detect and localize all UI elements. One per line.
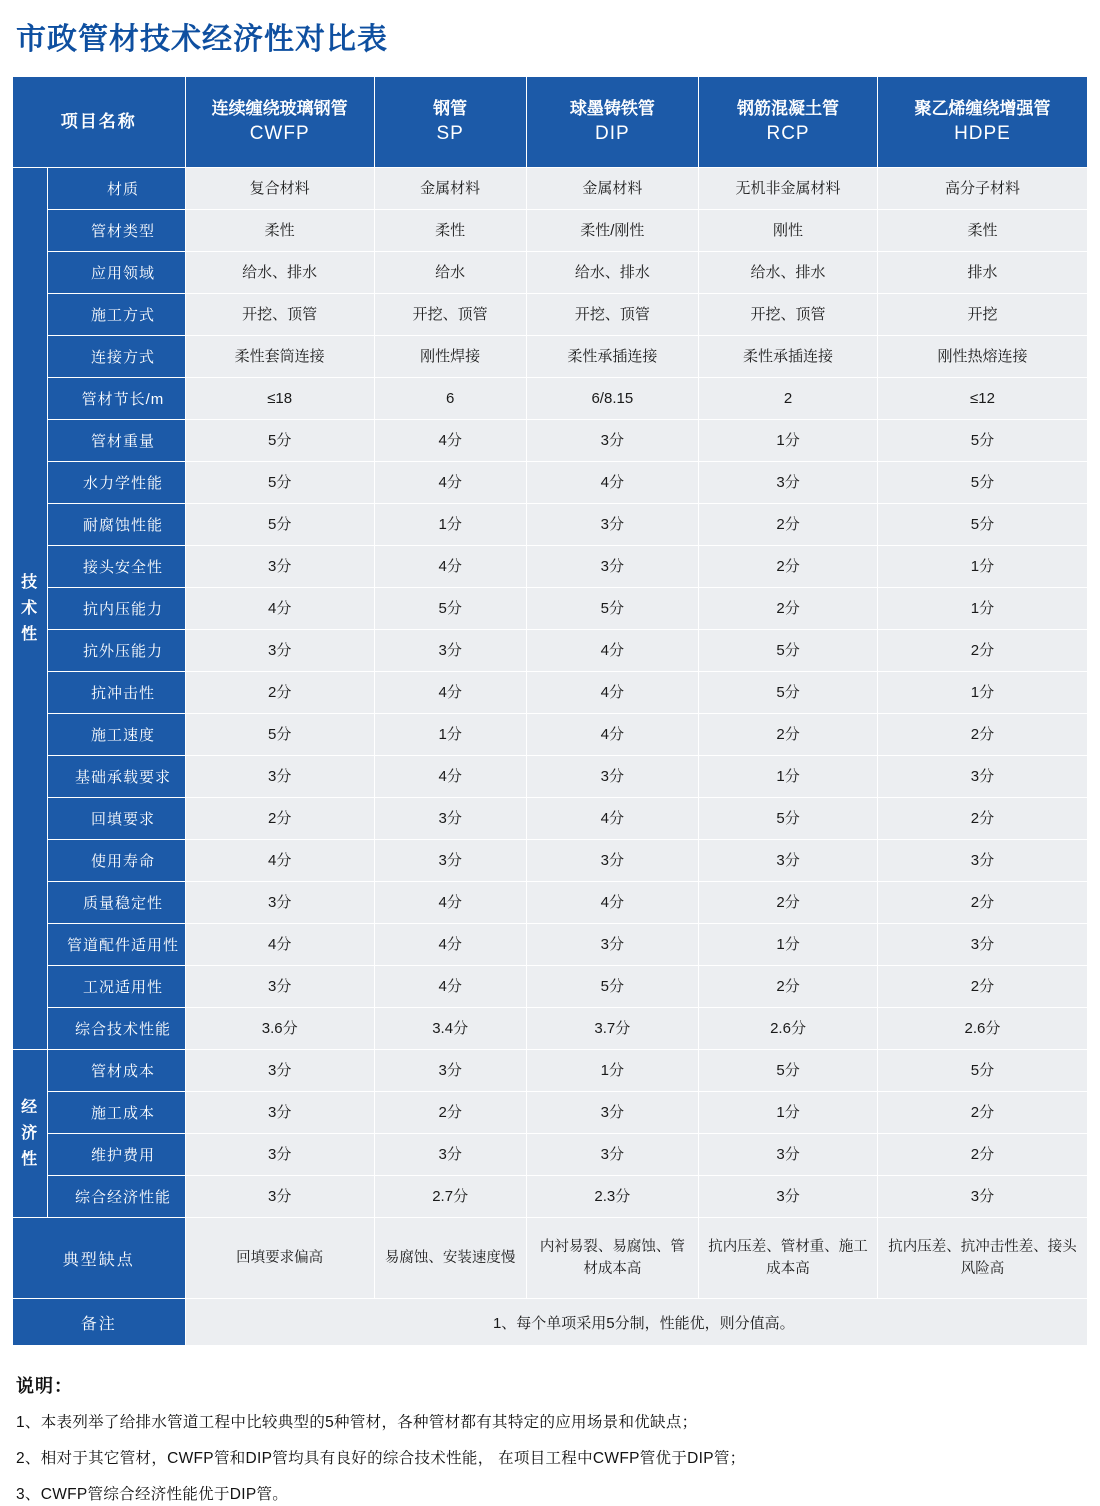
- table-cell: ≤12: [877, 378, 1087, 420]
- table-cell: 3分: [526, 504, 699, 546]
- table-cell: 3分: [185, 1176, 374, 1218]
- table-row: [13, 840, 1088, 882]
- row-label: 接头安全性: [48, 546, 185, 588]
- table-cell: 5分: [877, 504, 1087, 546]
- remark-value: 1、每个单项采用5分制，性能优，则分值高。: [185, 1299, 1087, 1346]
- page-title: 市政管材技术经济性对比表: [16, 23, 388, 56]
- table-cell: 6/8.15: [526, 378, 699, 420]
- table-cell: 2.6分: [877, 1008, 1087, 1050]
- group-label-technical: 技术性: [13, 168, 48, 1050]
- table-cell: 给水: [374, 252, 526, 294]
- table-cell: 无机非金属材料: [699, 168, 878, 210]
- row-label: 质量稳定性: [48, 882, 185, 924]
- table-cell: 5分: [185, 462, 374, 504]
- table-cell: 4分: [526, 630, 699, 672]
- table-cell: 2.7分: [374, 1176, 526, 1218]
- table-cell: 6: [374, 378, 526, 420]
- explanation-section: [12, 1372, 1088, 1506]
- table-cell: 4分: [374, 672, 526, 714]
- table-cell: 2分: [185, 798, 374, 840]
- table-cell: 3分: [374, 630, 526, 672]
- table-cell: 2分: [699, 966, 878, 1008]
- table-cell: 2分: [877, 1134, 1087, 1176]
- table-cell: 2分: [185, 672, 374, 714]
- header-cell-hdpe: 聚乙烯缠绕增强管 HDPE: [877, 77, 1087, 168]
- table-cell: 2分: [877, 1092, 1087, 1134]
- table-cell: 开挖、顶管: [699, 294, 878, 336]
- table-row: [13, 462, 1088, 504]
- table-row-summary-economic: [13, 1176, 1088, 1218]
- row-label: 抗外压能力: [48, 630, 185, 672]
- table-cell: 3.7分: [526, 1008, 699, 1050]
- table-cell: 4分: [526, 798, 699, 840]
- table-cell: 排水: [877, 252, 1087, 294]
- table-cell: 1分: [374, 504, 526, 546]
- table-cell: 3分: [185, 756, 374, 798]
- table-cell: 5分: [699, 1050, 878, 1092]
- table-cell: 3分: [374, 840, 526, 882]
- table-row-remark: [13, 1299, 1088, 1346]
- table-cell: 3分: [374, 1134, 526, 1176]
- explanation-heading: 说明：: [16, 1376, 73, 1396]
- table-row: [13, 924, 1088, 966]
- table-cell: 5分: [526, 966, 699, 1008]
- table-row-summary-technical: [13, 1008, 1088, 1050]
- table-cell: 3分: [185, 1050, 374, 1092]
- row-label: 管材类型: [48, 210, 185, 252]
- table-cell: 3分: [185, 882, 374, 924]
- row-label: 施工方式: [48, 294, 185, 336]
- table-cell: 给水、排水: [526, 252, 699, 294]
- table-cell: 5分: [699, 798, 878, 840]
- table-cell: 3分: [526, 1134, 699, 1176]
- table-row: [13, 1050, 1088, 1092]
- header-cell-cwfp: 连续缠绕玻璃钢管 CWFP: [185, 77, 374, 168]
- table-cell: 3分: [374, 798, 526, 840]
- row-label: 耐腐蚀性能: [48, 504, 185, 546]
- table-cell: 3分: [185, 1092, 374, 1134]
- table-cell: 5分: [374, 588, 526, 630]
- table-cell: 抗内压差、管材重、施工成本高: [699, 1218, 878, 1299]
- table-cell: 1分: [699, 1092, 878, 1134]
- table-cell: 易腐蚀、安装速度慢: [374, 1218, 526, 1299]
- row-label-remark: 备注: [13, 1299, 186, 1346]
- table-cell: 5分: [699, 672, 878, 714]
- table-row-defects: [13, 1218, 1088, 1299]
- table-cell: 3分: [185, 966, 374, 1008]
- table-cell: 2分: [699, 504, 878, 546]
- row-label: 抗内压能力: [48, 588, 185, 630]
- table-cell: 3分: [526, 840, 699, 882]
- row-label: 连接方式: [48, 336, 185, 378]
- table-cell: 4分: [374, 924, 526, 966]
- table-cell: 2分: [877, 798, 1087, 840]
- table-cell: 4分: [374, 462, 526, 504]
- table-cell: 刚性: [699, 210, 878, 252]
- row-label: 回填要求: [48, 798, 185, 840]
- table-header-row: [13, 77, 1088, 168]
- row-label: 施工成本: [48, 1092, 185, 1134]
- table-cell: 3.4分: [374, 1008, 526, 1050]
- table-row: [13, 336, 1088, 378]
- table-cell: 1分: [699, 420, 878, 462]
- table-cell: 给水、排水: [699, 252, 878, 294]
- row-label: 管道配件适用性: [48, 924, 185, 966]
- table-row: [13, 798, 1088, 840]
- table-cell: 5分: [185, 420, 374, 462]
- table-cell: 内衬易裂、易腐蚀、管材成本高: [526, 1218, 699, 1299]
- row-label-defects: 典型缺点: [13, 1218, 186, 1299]
- table-cell: 3分: [699, 462, 878, 504]
- table-cell: 金属材料: [374, 168, 526, 210]
- table-cell: 开挖: [877, 294, 1087, 336]
- table-cell: 1分: [699, 924, 878, 966]
- table-cell: 柔性: [374, 210, 526, 252]
- table-row: [13, 168, 1088, 210]
- table-cell: 4分: [374, 756, 526, 798]
- table-cell: 3分: [374, 1050, 526, 1092]
- table-cell: 5分: [877, 420, 1087, 462]
- table-cell: 5分: [185, 714, 374, 756]
- table-cell: 2分: [699, 882, 878, 924]
- row-label: 水力学性能: [48, 462, 185, 504]
- table-cell: 柔性: [877, 210, 1087, 252]
- table-row: [13, 672, 1088, 714]
- table-row: [13, 294, 1088, 336]
- table-cell: 5分: [699, 630, 878, 672]
- table-cell: 3分: [699, 840, 878, 882]
- table-cell: 开挖、顶管: [185, 294, 374, 336]
- row-label: 基础承载要求: [48, 756, 185, 798]
- row-label: 工况适用性: [48, 966, 185, 1008]
- table-cell: 1分: [526, 1050, 699, 1092]
- comparison-table: [12, 76, 1088, 1346]
- table-cell: 4分: [526, 714, 699, 756]
- table-cell: 5分: [877, 462, 1087, 504]
- table-cell: 柔性/刚性: [526, 210, 699, 252]
- table-cell: 柔性承插连接: [699, 336, 878, 378]
- table-cell: 5分: [526, 588, 699, 630]
- table-cell: 1分: [877, 546, 1087, 588]
- table-cell: 2分: [699, 546, 878, 588]
- table-cell: 2分: [877, 630, 1087, 672]
- table-cell: 3分: [877, 756, 1087, 798]
- table-cell: 2分: [877, 714, 1087, 756]
- table-row: [13, 756, 1088, 798]
- table-cell: 回填要求偏高: [185, 1218, 374, 1299]
- explanation-item: 3、CWFP管综合经济性能优于DIP管。: [16, 1486, 289, 1503]
- header-cell-rcp: 钢筋混凝土管 RCP: [699, 77, 878, 168]
- explanation-item: 1、本表列举了给排水管道工程中比较典型的5种管材，各种管材都有其特定的应用场景和优缺点；: [16, 1414, 698, 1431]
- row-label: 管材节长/m: [48, 378, 185, 420]
- table-row: [13, 882, 1088, 924]
- table-cell: 3分: [526, 756, 699, 798]
- table-cell: 3分: [185, 1134, 374, 1176]
- table-cell: 4分: [185, 588, 374, 630]
- table-row: [13, 714, 1088, 756]
- table-cell: 给水、排水: [185, 252, 374, 294]
- table-cell: 1分: [374, 714, 526, 756]
- table-cell: 3.6分: [185, 1008, 374, 1050]
- table-cell: 柔性承插连接: [526, 336, 699, 378]
- header-cell-sp: 钢管 SP: [374, 77, 526, 168]
- table-cell: 2分: [699, 588, 878, 630]
- table-cell: 复合材料: [185, 168, 374, 210]
- row-label: 使用寿命: [48, 840, 185, 882]
- table-cell: 3分: [526, 1092, 699, 1134]
- table-row: [13, 504, 1088, 546]
- table-row: [13, 210, 1088, 252]
- table-cell: 4分: [374, 966, 526, 1008]
- table-cell: 开挖、顶管: [374, 294, 526, 336]
- table-cell: 2.6分: [699, 1008, 878, 1050]
- table-cell: 3分: [699, 1176, 878, 1218]
- table-cell: 3分: [877, 840, 1087, 882]
- table-row: [13, 588, 1088, 630]
- header-cell-item-name: 项目名称: [13, 77, 186, 168]
- table-cell: 2.3分: [526, 1176, 699, 1218]
- header-cell-dip: 球墨铸铁管 DIP: [526, 77, 699, 168]
- table-cell: 4分: [374, 546, 526, 588]
- table-cell: 柔性: [185, 210, 374, 252]
- row-label: 管材重量: [48, 420, 185, 462]
- table-cell: 3分: [877, 924, 1087, 966]
- table-cell: 2分: [877, 966, 1087, 1008]
- table-cell: 2分: [699, 714, 878, 756]
- table-cell: 3分: [185, 546, 374, 588]
- table-cell: 4分: [374, 882, 526, 924]
- row-label: 综合经济性能: [48, 1176, 185, 1218]
- table-cell: ≤18: [185, 378, 374, 420]
- table-cell: 开挖、顶管: [526, 294, 699, 336]
- table-cell: 2: [699, 378, 878, 420]
- table-cell: 4分: [526, 462, 699, 504]
- explanation-item: 2、相对于其它管材，CWFP管和DIP管均具有良好的综合技术性能， 在项目工程中CWFP管优于DIP管；: [16, 1450, 746, 1467]
- table-row: [13, 630, 1088, 672]
- table-cell: 金属材料: [526, 168, 699, 210]
- table-cell: 4分: [526, 882, 699, 924]
- table-cell: 3分: [699, 1134, 878, 1176]
- table-row: [13, 546, 1088, 588]
- table-cell: 刚性热熔连接: [877, 336, 1087, 378]
- table-row: [13, 378, 1088, 420]
- table-cell: 4分: [185, 924, 374, 966]
- row-label: 应用领域: [48, 252, 185, 294]
- table-row: [13, 252, 1088, 294]
- row-label: 维护费用: [48, 1134, 185, 1176]
- table-cell: 1分: [877, 672, 1087, 714]
- row-label: 综合技术性能: [48, 1008, 185, 1050]
- table-cell: 1分: [699, 756, 878, 798]
- table-cell: 柔性套筒连接: [185, 336, 374, 378]
- table-cell: 3分: [526, 420, 699, 462]
- table-cell: 4分: [374, 420, 526, 462]
- table-row: [13, 966, 1088, 1008]
- table-cell: 2分: [374, 1092, 526, 1134]
- row-label: 施工速度: [48, 714, 185, 756]
- table-cell: 3分: [185, 630, 374, 672]
- row-label: 抗冲击性: [48, 672, 185, 714]
- table-cell: 4分: [185, 840, 374, 882]
- table-cell: 高分子材料: [877, 168, 1087, 210]
- table-cell: 3分: [526, 924, 699, 966]
- table-cell: 5分: [185, 504, 374, 546]
- row-label: 材质: [48, 168, 185, 210]
- table-row: [13, 420, 1088, 462]
- table-cell: 3分: [877, 1176, 1087, 1218]
- table-cell: 4分: [526, 672, 699, 714]
- table-cell: 刚性焊接: [374, 336, 526, 378]
- table-cell: 3分: [526, 546, 699, 588]
- row-label: 管材成本: [48, 1050, 185, 1092]
- table-cell: 2分: [877, 882, 1087, 924]
- table-cell: 5分: [877, 1050, 1087, 1092]
- table-row: [13, 1092, 1088, 1134]
- table-cell: 抗内压差、抗冲击性差、接头风险高: [877, 1218, 1087, 1299]
- group-label-economic: 经济性: [13, 1050, 48, 1218]
- table-row: [13, 1134, 1088, 1176]
- table-cell: 1分: [877, 588, 1087, 630]
